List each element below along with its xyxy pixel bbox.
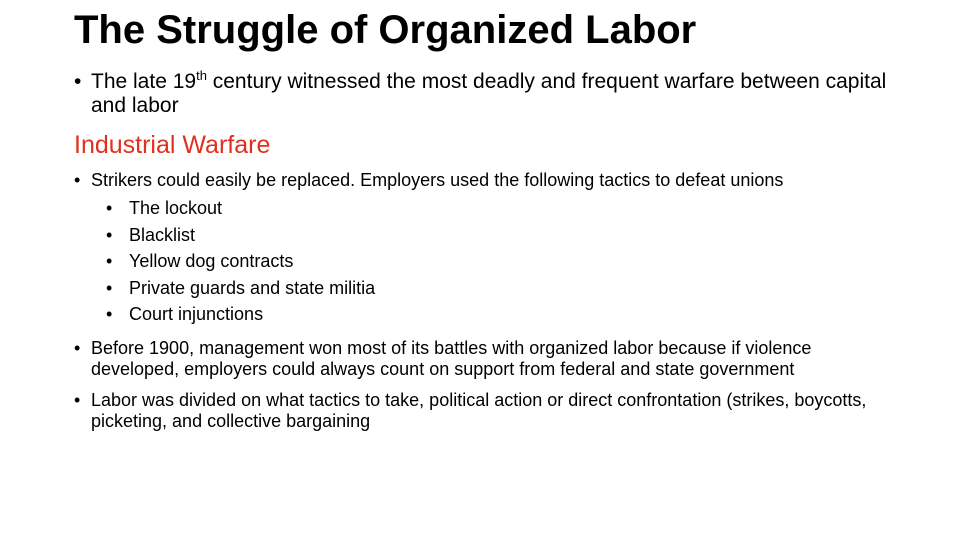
point-item: [74, 338, 884, 380]
intro-list: [74, 70, 894, 118]
bullet-icon: •: [74, 170, 81, 190]
bullet-icon: •: [106, 277, 113, 298]
subpoint-item: [91, 301, 884, 328]
bullet-icon: •: [106, 198, 113, 218]
subpoint-item: [91, 222, 884, 249]
subpoint-text: Blacklist: [129, 224, 196, 245]
subpoint-text: Court injunctions: [129, 304, 264, 324]
bullet-icon: •: [106, 304, 113, 324]
point-text: Before 1900, management won most of its battles with organized labor because if violence developed, employers could always count on support from federal and state government: [91, 337, 812, 379]
tactics-sublist: [91, 195, 884, 328]
intro-text-start: The late 19: [91, 70, 197, 93]
intro-text-end: century witnessed the most deadly and frequent warfare between capital and labor: [91, 70, 887, 117]
intro-bullet-item: [74, 70, 894, 118]
section-points-list: [74, 170, 884, 432]
slide-title: The Struggle of Organized Labor: [74, 8, 697, 52]
bullet-icon: •: [106, 224, 113, 245]
subpoint-item: [91, 275, 884, 302]
intro-superscript: th: [196, 68, 207, 83]
subpoint-text: Private guards and state militia: [129, 277, 376, 298]
bullet-icon: •: [106, 251, 113, 271]
section-heading: Industrial Warfare: [74, 131, 271, 159]
point-item: [74, 170, 884, 328]
subpoint-text: The lockout: [129, 198, 223, 218]
point-text: Labor was divided on what tactics to take, political action or direct confrontation (strikes, boycotts, picketing, and collective bargaining: [91, 389, 867, 431]
bullet-icon: •: [74, 337, 81, 358]
bullet-icon: •: [74, 70, 82, 93]
bullet-icon: •: [74, 389, 81, 410]
subpoint-item: [91, 195, 884, 222]
subpoint-text: Yellow dog contracts: [129, 251, 294, 271]
subpoint-item: [91, 248, 884, 275]
point-text: Strikers could easily be replaced. Employers used the following tactics to defeat unions: [91, 170, 784, 190]
point-item: [74, 390, 884, 432]
